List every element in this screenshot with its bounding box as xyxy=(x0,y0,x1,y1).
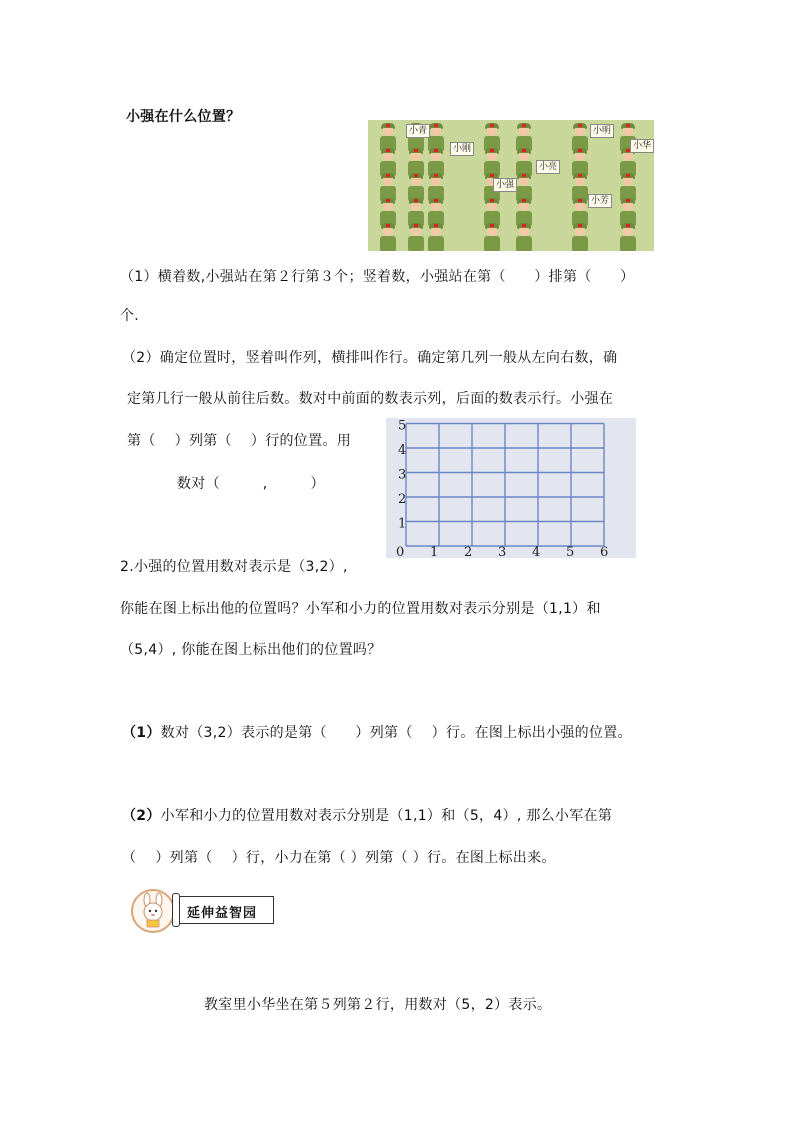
soldier-figure xyxy=(514,123,534,151)
soldier-figure xyxy=(406,223,426,251)
soldier-figure xyxy=(482,123,502,151)
coordinate-grid-figure xyxy=(386,418,636,558)
soldier-figure xyxy=(426,173,446,201)
soldier-figure xyxy=(426,198,446,226)
q2-part1-number: （1） xyxy=(122,725,161,741)
soldier-figure xyxy=(426,223,446,251)
question2-line3: （5,4）, 你能在图上标出他们的位置吗？ xyxy=(120,642,382,658)
soldier-figure xyxy=(406,148,426,176)
soldier-figure xyxy=(618,223,638,251)
page-heading: 小强在什么位置？ xyxy=(126,109,241,125)
banner-scroll xyxy=(176,896,274,924)
name-tag: 小亮 xyxy=(536,160,560,174)
section2-line3: 第（ ）列第（ ）行的位置。用 xyxy=(127,433,351,449)
soldier-figure xyxy=(406,198,426,226)
section2-line4: 数对（ , ） xyxy=(177,476,325,492)
soldier-figure xyxy=(378,148,398,176)
section1-line2: 个. xyxy=(120,308,140,324)
section2-line1: （2）确定位置时，竖着叫作列，横排叫作行。确定第几列一般从左向右数，确 xyxy=(122,350,618,366)
x-tick-label: 2 xyxy=(464,545,473,558)
question2-line2: 你能在图上标出他的位置吗？小军和小力的位置用数对表示分别是（1,1）和 xyxy=(120,601,601,617)
soldier-figure xyxy=(514,148,534,176)
coordinate-grid xyxy=(386,418,636,558)
soldier-figure xyxy=(482,148,502,176)
soldier-figure xyxy=(378,173,398,201)
soldier-figure xyxy=(618,173,638,201)
question2-line1: 2.小强的位置用数对表示是（3,2）, xyxy=(120,559,348,575)
soldier-figure xyxy=(378,123,398,151)
soldier-figure xyxy=(514,223,534,251)
name-tag: 小强 xyxy=(493,178,517,192)
soldier-figure xyxy=(406,173,426,201)
soldier-figure xyxy=(482,223,502,251)
soldier-figure xyxy=(426,148,446,176)
q2-part2-line2: （ ）列第（ ）行，小力在第（ ）列第（ ）行。在图上标出来。 xyxy=(122,850,556,866)
q2-part2-line1 xyxy=(122,805,612,825)
y-tick-label: 2 xyxy=(398,492,407,507)
section2-line2: 定第几行一般从前往后数。数对中前面的数表示列，后面的数表示行。小强在 xyxy=(127,391,614,407)
soldiers-photo xyxy=(368,120,654,251)
q2-part2-text: 小军和小力的位置用数对表示分别是（1,1）和（5，4）, 那么小军在第 xyxy=(160,808,613,824)
soldier-figure xyxy=(570,223,590,251)
name-tag: 小华 xyxy=(630,139,654,153)
x-tick-label: 4 xyxy=(532,545,541,558)
soldier-figure xyxy=(570,198,590,226)
soldier-figure xyxy=(570,123,590,151)
x-tick-label: 1 xyxy=(430,545,439,558)
q2-part1 xyxy=(122,722,632,742)
name-tag: 小芳 xyxy=(588,194,612,208)
y-tick-label: 3 xyxy=(398,467,407,483)
y-tick-label: 4 xyxy=(398,443,407,458)
name-tag: 小青 xyxy=(406,124,430,138)
soldier-figure xyxy=(618,198,638,226)
soldier-figure xyxy=(378,223,398,251)
x-tick-label: 0 xyxy=(396,545,405,558)
extension-text: 教室里小华坐在第５列第２行，用数对（5，2）表示。 xyxy=(204,997,552,1013)
q2-part1-text: 数对（3,2）表示的是第（ ）列第（ ）行。在图上标出小强的位置。 xyxy=(160,725,632,741)
soldier-figure xyxy=(514,198,534,226)
name-tag: 小刚 xyxy=(450,142,474,156)
soldier-figure xyxy=(570,148,590,176)
name-tag: 小明 xyxy=(590,124,614,138)
x-tick-label: 3 xyxy=(498,545,507,558)
y-tick-label: 1 xyxy=(398,516,407,532)
x-tick-label: 5 xyxy=(566,545,575,558)
y-tick-label: 5 xyxy=(398,418,407,434)
soldier-figure xyxy=(482,198,502,226)
soldier-figure xyxy=(378,198,398,226)
rabbit-icon xyxy=(133,891,173,931)
section1-line1: （1）横着数,小强站在第２行第３个；竖着数，小强站在第（ ）排第（ ） xyxy=(120,269,635,285)
soldier-figure xyxy=(570,173,590,201)
q2-part2-number: （2） xyxy=(122,808,161,824)
cartoon-rabbit-icon xyxy=(131,889,175,933)
banner-label: 延伸益智园 xyxy=(187,906,258,921)
x-tick-label: 6 xyxy=(600,545,609,558)
